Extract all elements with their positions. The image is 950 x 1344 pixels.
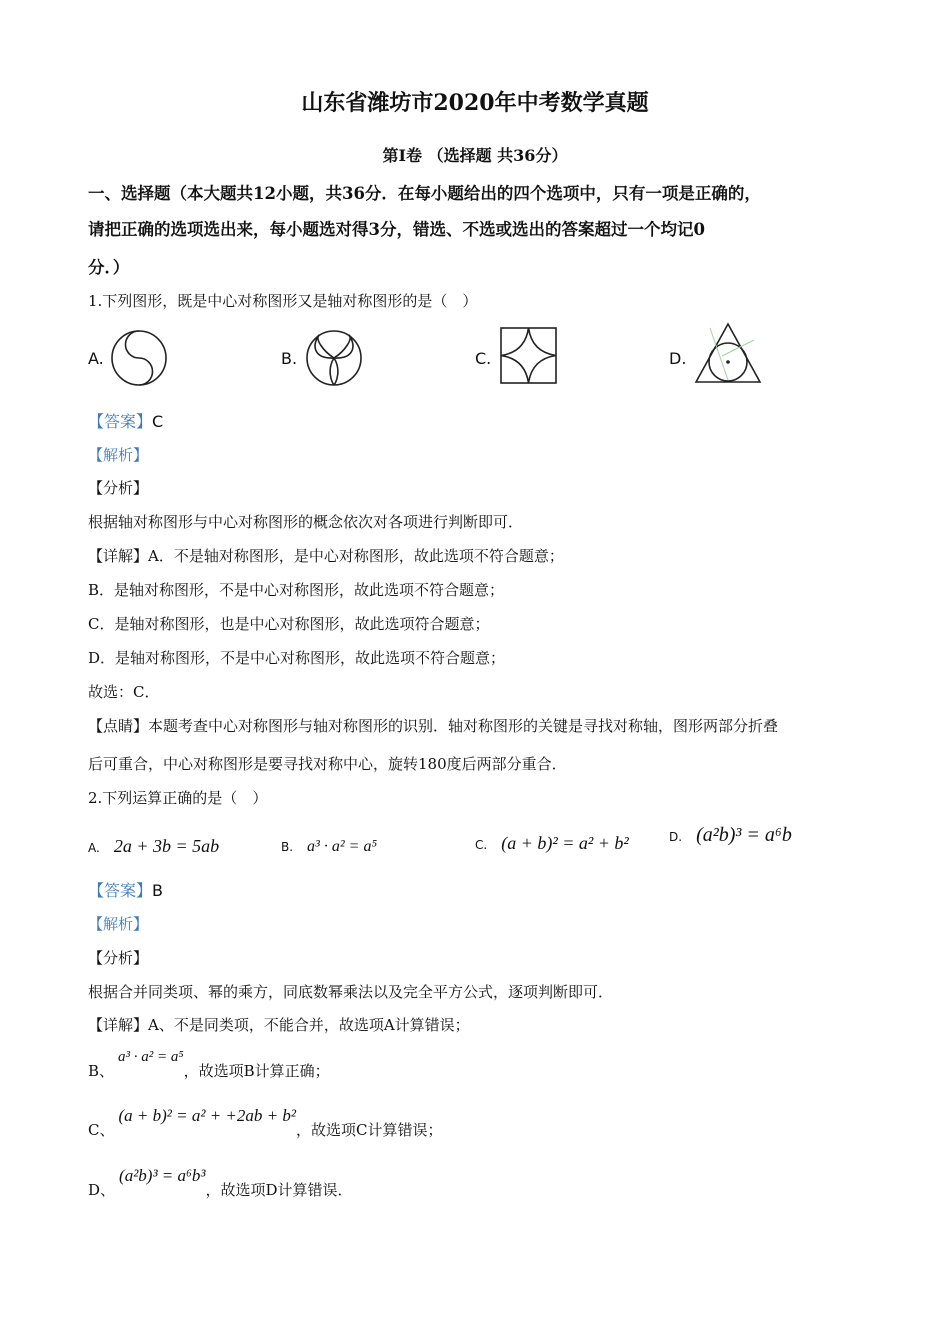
q2-fenxi-text: 根据合并同类项、幂的乘方，同底数幂乘法以及完全平方公式，逐项判断即可． <box>88 983 614 1001</box>
q2-option-c-expr: (a + b)² = a² + b² <box>501 833 629 853</box>
q1-option-a-label: A. <box>88 349 104 368</box>
q1-detail-c: C．是轴对称图形，也是中心对称图形，故此选项符合题意； <box>88 615 490 633</box>
q2-detail-d <box>88 1165 353 1199</box>
answer-tag: 【答案】 <box>88 881 153 900</box>
detail-tag: 【详解】 <box>88 547 149 565</box>
q2-option-b <box>281 836 377 856</box>
detail-b-expr: a³ · a² = a⁵ <box>118 1049 184 1065</box>
detail-b-label: B、 <box>88 1062 115 1080</box>
q1-option-c-label: C. <box>475 349 492 368</box>
answer-value: B <box>152 881 163 900</box>
section-header-line2: 请把正确的选项选出来，每小题选对得3分，错选、不选或选出的答案超过一个均记0 <box>88 220 705 239</box>
q2-option-a <box>88 836 219 857</box>
q1-fenxi-tag: 【分析】 <box>88 479 149 497</box>
q2-option-d-label: D. <box>669 830 683 844</box>
detail-c-expr: (a + b)² = a² + +2ab + b² <box>118 1106 296 1125</box>
q2-detail-a <box>88 1014 470 1035</box>
q1-fenxi-text: 根据轴对称图形与中心对称图形的概念依次对各项进行判断即可． <box>88 513 524 531</box>
q2-detail-c <box>88 1105 443 1139</box>
q1-answer <box>88 409 163 432</box>
detail-c-label: C、 <box>88 1121 115 1139</box>
detail-d-text: ，故选项D计算错误． <box>205 1181 353 1199</box>
detail-c-text: ，故选项C计算错误； <box>295 1121 443 1139</box>
q2-detail-b <box>88 1045 330 1080</box>
q2-option-d-expr: (a²b)³ = a⁶b <box>696 824 792 846</box>
section-subtitle: 第Ⅰ卷 （选择题 共36分） <box>382 146 568 165</box>
q1-option-d-label: D. <box>669 349 687 368</box>
q2-option-a-label: A. <box>88 841 100 855</box>
q1-comment-line2: 后可重合，中心对称图形是要寻找对称中心，旋转180度后两部分重合． <box>88 755 567 773</box>
detail-text: A．不是轴对称图形，是中心对称图形，故此选项不符合题意； <box>148 547 564 565</box>
q2-option-b-expr: a³ · a² = a⁵ <box>307 838 377 855</box>
q1-option-b-label: B. <box>281 349 298 368</box>
q1-detail-b: B．是轴对称图形，不是中心对称图形，故此选项不符合题意； <box>88 581 505 599</box>
q2-answer <box>88 878 163 901</box>
comment-text: 本题考查中心对称图形与轴对称图形的识别．轴对称图形的关键是寻找对称轴，图形两部分折叠 <box>148 717 779 735</box>
q2-option-b-label: B. <box>281 840 294 854</box>
q1-stem: 1.下列图形，既是中心对称图形又是轴对称图形的是（ ） <box>88 292 478 310</box>
section-header-line3: 分．） <box>88 258 130 277</box>
q2-fenxi-tag: 【分析】 <box>88 949 149 967</box>
star-in-square-figure <box>498 325 560 387</box>
three-arc-circle-figure <box>305 329 365 387</box>
yin-yang-circle-figure <box>110 329 170 387</box>
circle-in-triangle-figure <box>692 320 764 386</box>
q1-conclusion: 故选：C． <box>88 683 160 701</box>
section-header-line1: 一、选择题（本大题共12小题，共36分．在每小题给出的四个选项中，只有一项是正确的， <box>88 184 761 203</box>
answer-value: C <box>152 412 164 431</box>
answer-tag: 【答案】 <box>88 412 153 431</box>
detail-d-expr: (a²b)³ = a⁶b³ <box>119 1166 206 1185</box>
q1-detail-line <box>88 545 564 566</box>
q2-stem: 2.下列运算正确的是（ ） <box>88 789 268 807</box>
q2-option-c-label: C. <box>475 838 488 852</box>
detail-text: A、不是同类项，不能合并，故选项A计算错误； <box>148 1016 470 1034</box>
q2-option-c <box>475 833 629 854</box>
q1-comment-line1 <box>88 715 778 736</box>
detail-d-label: D、 <box>88 1181 116 1199</box>
detail-b-text: ，故选项B计算正确； <box>183 1062 330 1080</box>
q2-option-a-expr: 2a + 3b = 5ab <box>113 836 220 856</box>
q2-analysis-tag: 【解析】 <box>88 915 149 933</box>
q1-analysis-tag: 【解析】 <box>88 446 149 464</box>
page-title: 山东省潍坊市2020年中考数学真题 <box>301 90 649 116</box>
detail-tag: 【详解】 <box>88 1016 149 1034</box>
q2-option-d <box>669 824 792 847</box>
q1-detail-d: D．是轴对称图形，不是中心对称图形，故此选项不符合题意； <box>88 649 506 667</box>
comment-tag: 【点睛】 <box>88 717 149 735</box>
